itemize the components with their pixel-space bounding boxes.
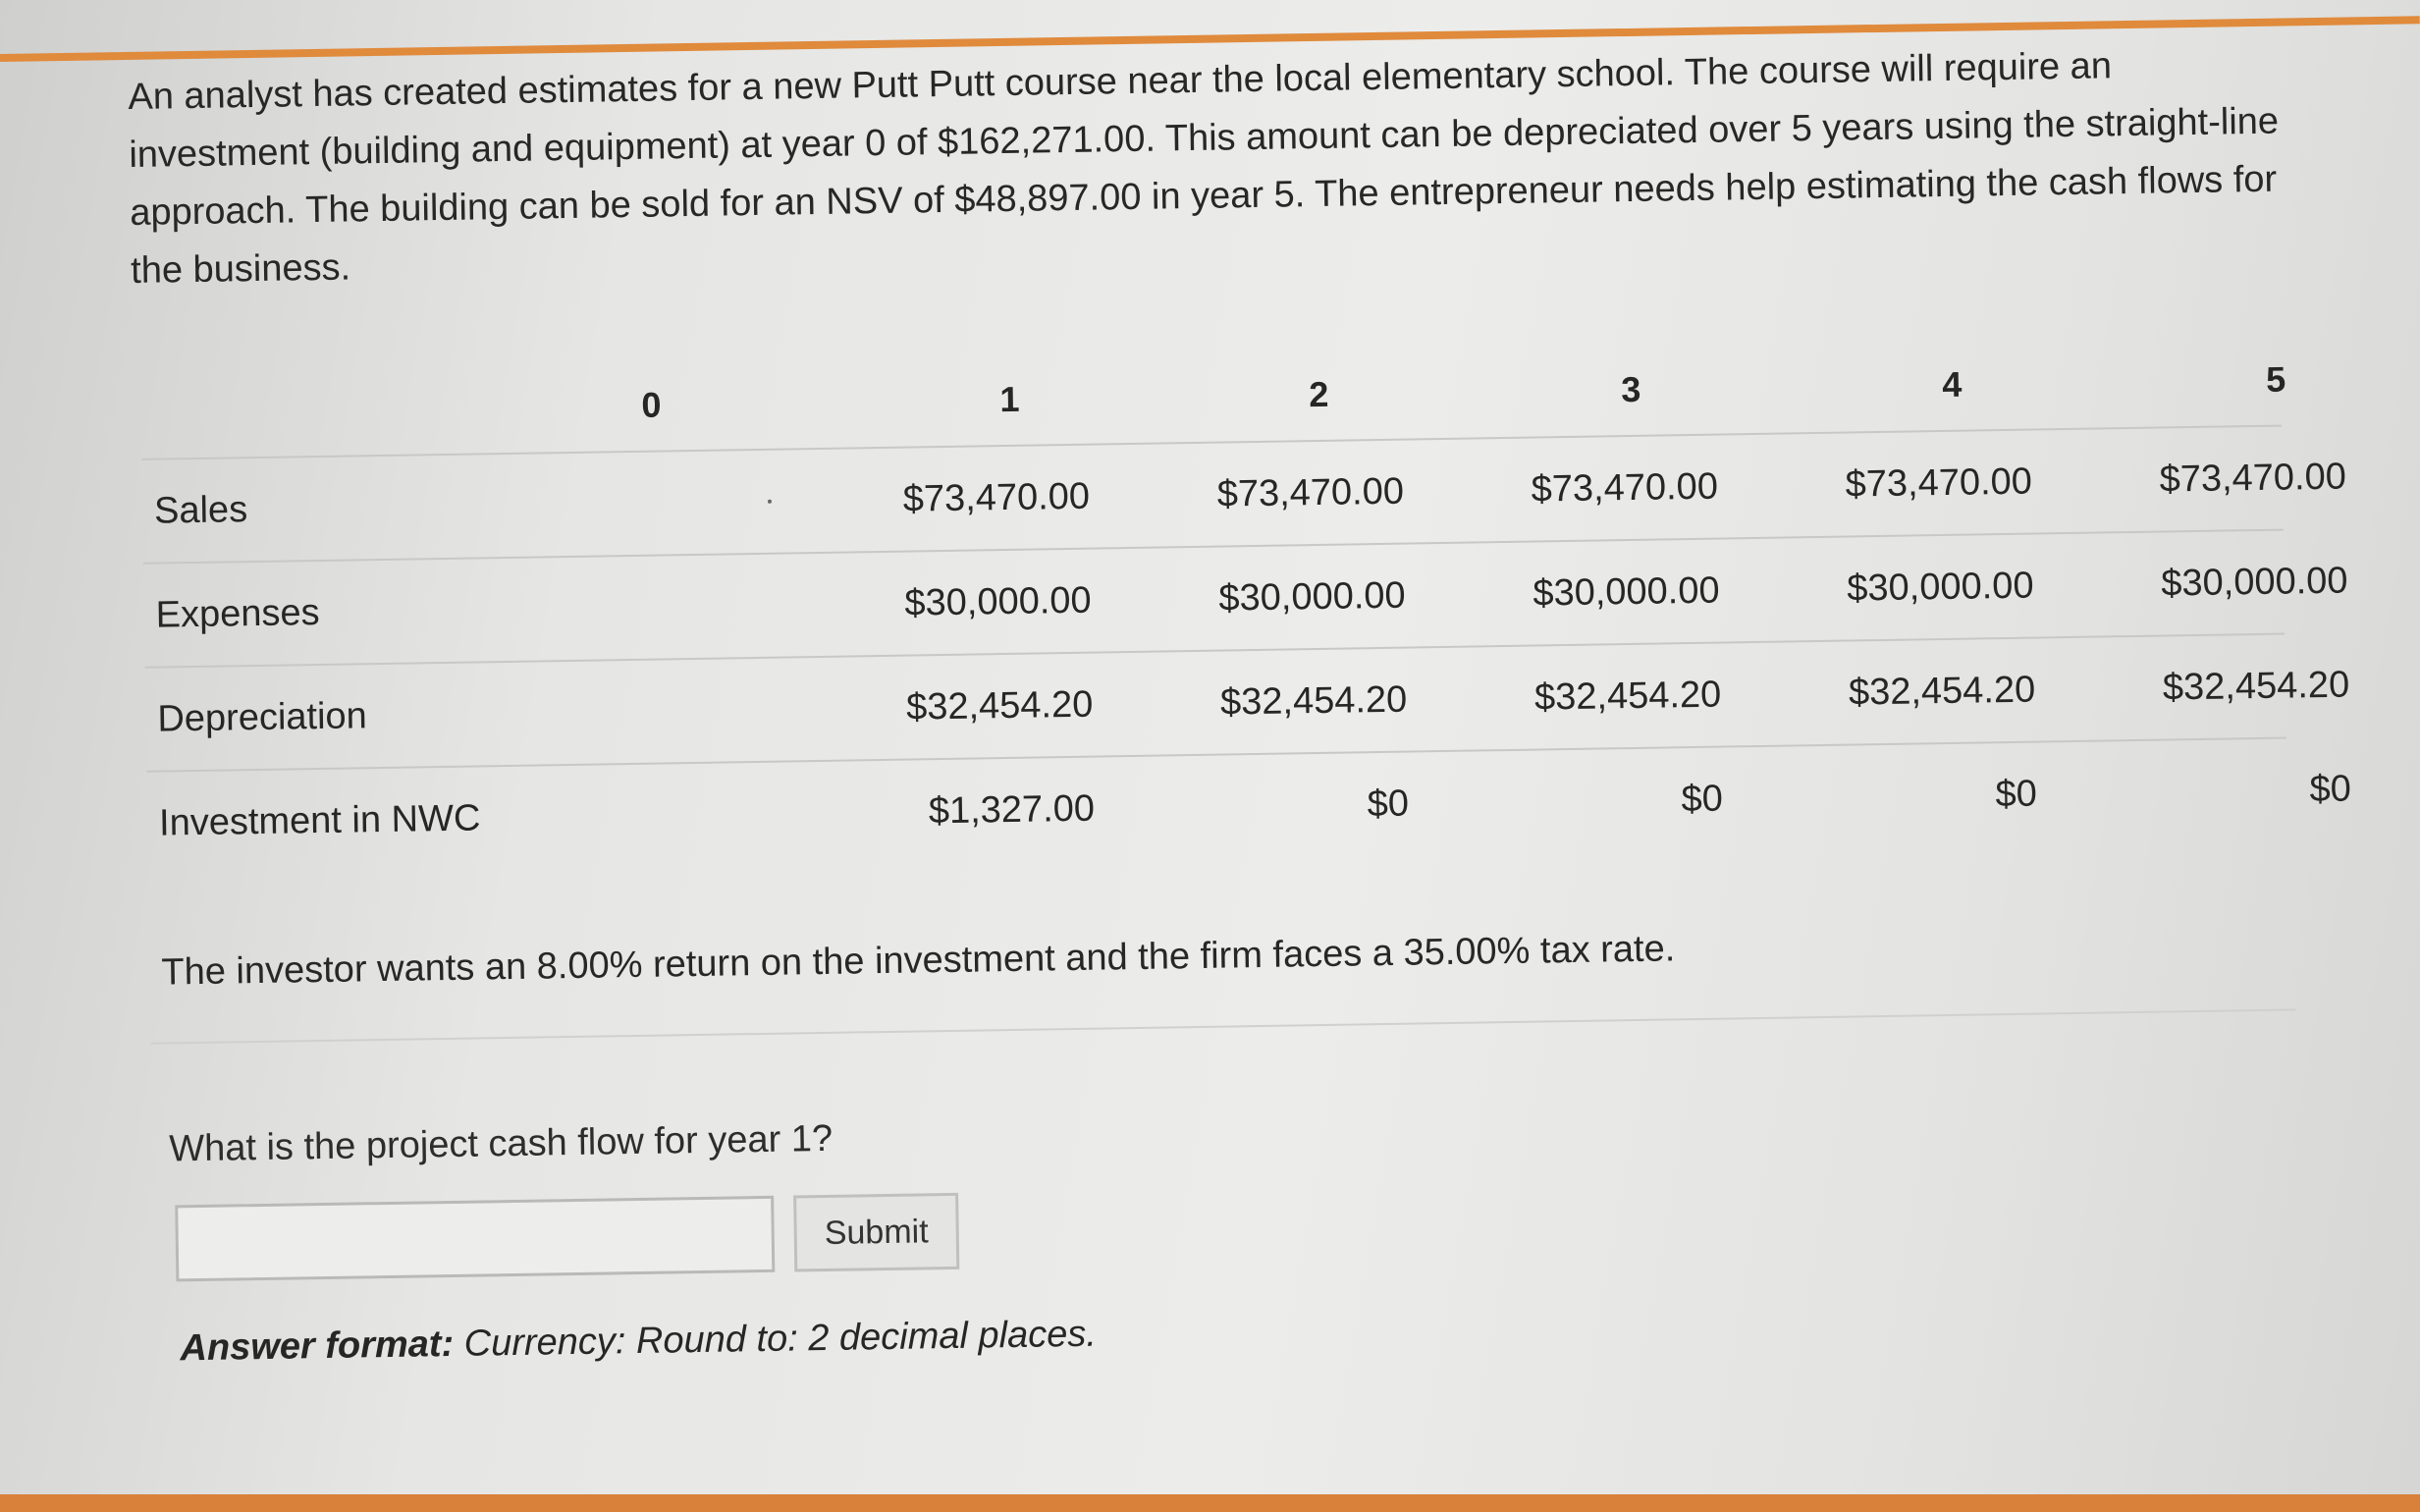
depreciation-year-5: $32,454.20 (2162, 664, 2350, 709)
nwc-year-0 (608, 764, 708, 868)
depreciation-year-1: $32,454.20 (905, 683, 1094, 729)
sales-year-2: $73,470.00 (1216, 470, 1405, 515)
year-header-0: 0 (641, 384, 662, 425)
row-label-depreciation: Depreciation (157, 694, 368, 740)
rate-statement: The investor wants an 8.00% return on the investment and the firm faces a 35.00% tax rate. (161, 928, 1676, 994)
stray-dot-mark (768, 500, 772, 504)
year-header-5: 5 (2265, 358, 2286, 400)
bottom-accent-rule (0, 1494, 2420, 1512)
depreciation-year-4: $32,454.20 (1848, 669, 2036, 714)
question-prompt: What is the project cash flow for year 1? (168, 1117, 834, 1170)
nwc-year-5: $0 (2309, 768, 2352, 810)
sales-year-5: $73,470.00 (2159, 456, 2347, 501)
sales-year-1: $73,470.00 (902, 475, 1091, 520)
row-label-sales: Sales (153, 488, 248, 532)
nwc-year-4: $0 (1995, 773, 2038, 815)
year-header-2: 2 (1309, 373, 1329, 415)
depreciation-year-2: $32,454.20 (1219, 678, 1408, 724)
sales-year-0 (603, 452, 703, 556)
expenses-year-1: $30,000.00 (904, 579, 1092, 624)
year-header-1: 1 (999, 378, 1020, 420)
nwc-year-1: $1,327.00 (928, 787, 1096, 832)
question-content (128, 34, 2352, 1442)
answer-format-text: Currency: Round to: 2 decimal places. (453, 1313, 1098, 1365)
expenses-year-0 (605, 556, 705, 660)
submit-button[interactable]: Submit (793, 1193, 959, 1272)
sales-year-4: $73,470.00 (1845, 460, 2033, 506)
expenses-year-3: $30,000.00 (1533, 569, 1720, 615)
answer-input[interactable] (175, 1196, 775, 1282)
year-header-3: 3 (1620, 368, 1641, 410)
answer-format-label: Answer format: (180, 1323, 455, 1370)
depreciation-year-3: $32,454.20 (1533, 674, 1722, 719)
problem-intro: An analyst has created estimates for a new Putt Putt course near the local elementary school. The course will require an investment (building and equipment) at year 0 of $162,271.00. This amount can be depreciated over 5 years using the straight-line approach. The building can be sold for an NSV of $48,897.00 in year 5. The entrepreneur needs help estimating the cash flows for the business. (128, 45, 2280, 292)
answer-format-note (180, 1314, 1097, 1371)
section-divider (151, 1008, 2296, 1044)
expenses-year-5: $30,000.00 (2160, 560, 2348, 605)
row-label-investment-nwc: Investment in NWC (158, 796, 481, 844)
row-label-expenses: Expenses (155, 591, 320, 636)
expenses-year-4: $30,000.00 (1847, 565, 2034, 610)
cash-flow-table (140, 335, 2352, 875)
year-header-4: 4 (1941, 363, 1963, 405)
expenses-year-2: $30,000.00 (1218, 574, 1406, 620)
depreciation-year-0 (607, 660, 707, 764)
sales-year-3: $73,470.00 (1531, 465, 1719, 511)
nwc-year-2: $0 (1367, 783, 1410, 825)
nwc-year-3: $0 (1681, 778, 1724, 820)
